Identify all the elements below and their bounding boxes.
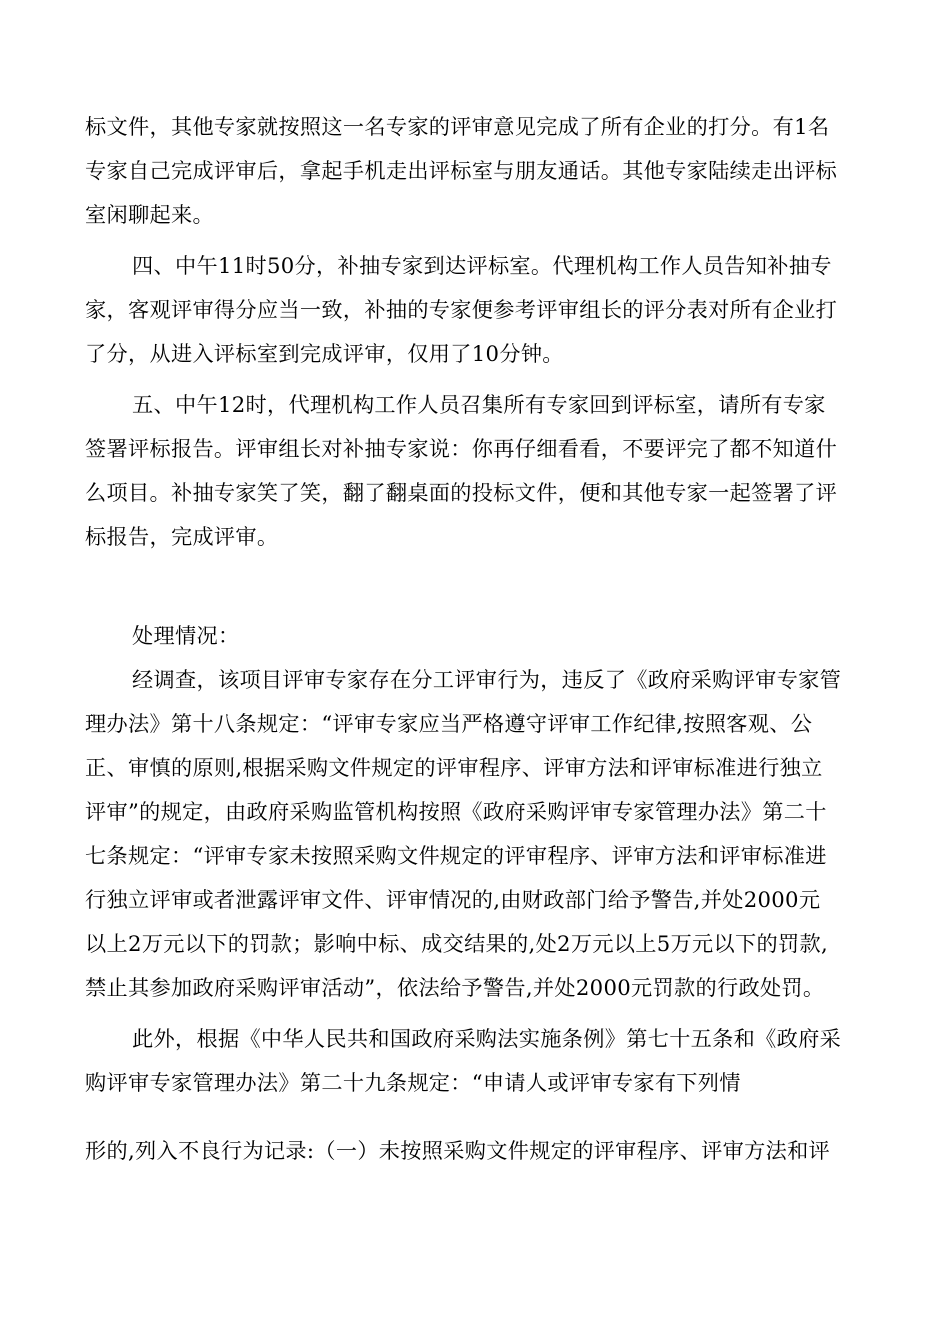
paragraph-line: 么项目。补抽专家笑了笑，翻了翻桌面的投标文件，便和其他专家一起签署了评 bbox=[85, 480, 838, 505]
paragraph-line: 形的,列入不良行为记录:（一）未按照采购文件规定的评审程序、评审方法和评 bbox=[85, 1138, 831, 1163]
paragraph-line: 标报告，完成评审。 bbox=[85, 524, 279, 549]
paragraph-line: 行独立评审或者泄露评审文件、评审情况的,由财政部门给予警告,并处2000元 bbox=[85, 887, 821, 912]
paragraph-line: 标文件，其他专家就按照这一名专家的评审意见完成了所有企业的打分。有1名 bbox=[85, 114, 830, 139]
paragraph-line: 签署评标报告。评审组长对补抽专家说：你再仔细看看，不要评完了都不知道什 bbox=[85, 436, 838, 461]
paragraph-line: 正、审慎的原则,根据采购文件规定的评审程序、评审方法和评审标准进行独立 bbox=[85, 755, 823, 780]
paragraph-line: 室闲聊起来。 bbox=[85, 202, 214, 227]
paragraph-line: 以上2万元以下的罚款；影响中标、成交结果的,处2万元以上5万元以下的罚款, bbox=[85, 931, 829, 956]
paragraph-line: 经调查，该项目评审专家存在分工评审行为，违反了《政府采购评审专家管 bbox=[132, 667, 842, 692]
paragraph-line: 家，客观评审得分应当一致，补抽的专家便参考评审组长的评分表对所有企业打 bbox=[85, 297, 838, 322]
paragraph-line: 禁止其参加政府采购评审活动”，依法给予警告,并处2000元罚款的行政处罚。 bbox=[85, 975, 825, 1000]
paragraph-line: 购评审专家管理办法》第二十九条规定：“申请人或评审专家有下列情 bbox=[85, 1070, 741, 1095]
paragraph-line: 理办法》第十八条规定：“评审专家应当严格遵守评审工作纪律,按照客观、公 bbox=[85, 711, 813, 736]
paragraph-line: 专家自己完成评审后，拿起手机走出评标室与朋友通话。其他专家陆续走出评标 bbox=[85, 158, 838, 183]
paragraph-line: 四、中午11时50分，补抽专家到达评标室。代理机构工作人员告知补抽专 bbox=[132, 253, 832, 278]
paragraph-line: 五、中午12时，代理机构工作人员召集所有专家回到评标室，请所有专家 bbox=[132, 392, 826, 417]
section-heading: 处理情况： bbox=[132, 623, 240, 648]
paragraph-line: 七条规定：“评审专家未按照采购文件规定的评审程序、评审方法和评审标准进 bbox=[85, 843, 827, 868]
paragraph-line: 了分，从进入评标室到完成评审，仅用了10分钟。 bbox=[85, 341, 564, 366]
paragraph-line: 此外，根据《中华人民共和国政府采购法实施条例》第七十五条和《政府采 bbox=[132, 1026, 842, 1051]
paragraph-line: 评审”的规定，由政府采购监管机构按照《政府采购评审专家管理办法》第二十 bbox=[85, 799, 827, 824]
